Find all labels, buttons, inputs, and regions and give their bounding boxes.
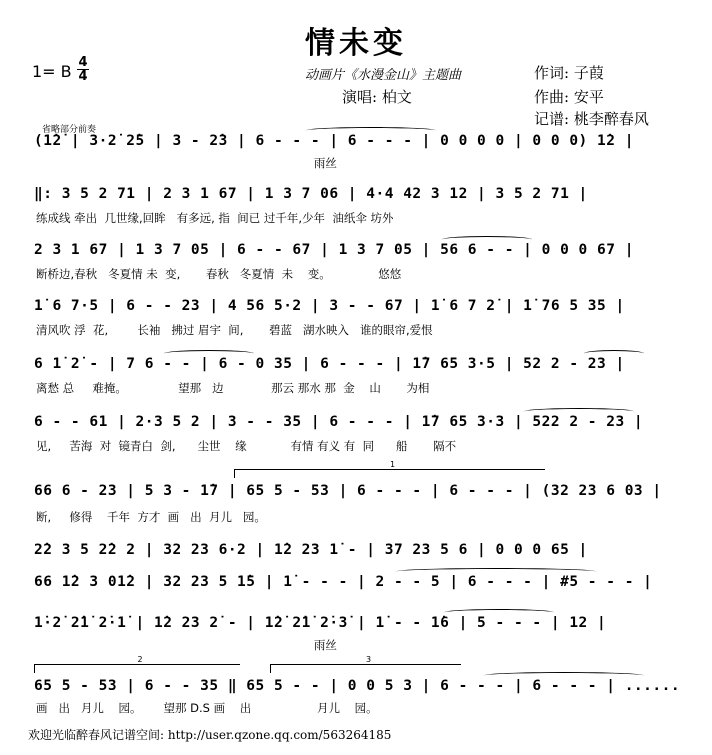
composer-credit: 作曲: 安平 xyxy=(534,88,604,106)
meter-top: 4 xyxy=(78,55,88,70)
melody-line: 2̇2 3 5 2̇2 2 | 32 23 6·2 | 1̇2 23 1̇ - | 37 23 5 6 | 0 0 0 65 | xyxy=(34,542,588,558)
melody-line: 6 - - 61 | 2·3 5 2 | 3 - - 35 | 6 - - - | 1̇7 65 3·3 | 522 2 - 23 | xyxy=(34,414,644,430)
lyric-line: 雨丝 xyxy=(36,156,337,170)
tie-arc xyxy=(396,568,596,575)
lyric-line: 清风吹 浮 花, 长袖 拂过 眉宇 间, 碧蓝 湖水映入 谁的眼帘,爱恨 xyxy=(36,323,433,337)
lyric-line: 离愁 总 难掩。 望那 边 那云 那水 那 金 山 为相 xyxy=(36,381,430,395)
tie-arc xyxy=(484,672,644,679)
tie-arc xyxy=(306,127,436,134)
melody-line: 1̇·2̇ 2̇1̇ 2̇·1̇ | 1̇2 23 2̇ - | 1̇2̇ 2̇1̇ 2̇·3̇ | 1̇ - - 1̇6 | 5 - - - | 12 | xyxy=(34,615,607,631)
volta-bracket: 3 xyxy=(270,664,461,673)
intro-note: 省略部分前奏 xyxy=(42,125,97,135)
subtitle: 动画片《水漫金山》主题曲 xyxy=(305,68,462,83)
melody-line: 6 1̇ 2̇ - | 7 6 - - | 6 - 0 35 | 6 - - - | 1̇7 65 3·5 | 52 2 - 23 | xyxy=(34,356,625,372)
meter-bottom: 4 xyxy=(78,69,88,84)
time-signature xyxy=(77,56,89,83)
lyric-line: 练成线 牵出 几世缘,回眸 有多远, 指 间已 过千年,少年 油纸伞 坊外 xyxy=(36,211,394,225)
melody-line: 2 3 1 67 | 1 3 7 05 | 6 - - 67 | 1 3 7 05 | 56 6 - - | 0 0 0 67 | xyxy=(34,242,634,258)
singer-credit: 演唱: 柏文 xyxy=(342,88,412,106)
melody-line: 1̇ 6 7·5 | 6 - - 23 | 4 56 5·2 | 3 - - 67 | 1̇ 6 7 2̇ | 1̇ 76 5 35 | xyxy=(34,298,625,314)
transcriber-credit: 记谱: 桃李醉春风 xyxy=(534,110,649,128)
lyric-line: 断桥边,春秋 冬夏情 未 变, 春秋 冬夏情 未 变。 悠悠 xyxy=(36,267,402,281)
lyricist-credit: 作词: 子葭 xyxy=(534,64,604,82)
melody-line: 66 1̇2 3 01̇2 | 32 23 5 1̇5 | 1̇ - - - | 2 - - 5 | 6 - - - | #5 - - - | xyxy=(34,574,653,590)
volta-bracket: 1 xyxy=(234,469,545,478)
tie-arc xyxy=(164,350,254,357)
lyric-line: 见, 苦海 对 镜青白 剑, 尘世 缘 有情 有义 有 同 船 隔不 xyxy=(36,439,457,453)
volta-bracket: 2 xyxy=(34,664,240,673)
lyric-line: 断, 修得 千年 方才 画 出 月儿 园。 xyxy=(36,510,266,524)
melody-line: 66 6 - 23 | 5 3 - 1̇7 | 65 5 - 53 | 6 - - - | 6 - - - | (32 23 6 03 | xyxy=(34,483,662,499)
lyric-line: 画 出 月儿 园。 望那 D.S 画 出 月儿 园。 xyxy=(36,701,378,715)
lyric-line: 雨丝 xyxy=(36,638,337,652)
song-title: 情未变 xyxy=(305,26,407,61)
melody-line: 65 5 - 53 | 6 - - 35 ‖ 65 5 - - | 0 0 5 3 | 6 - - - | 6 - - - | ...... xyxy=(34,678,681,694)
tie-arc xyxy=(444,609,554,616)
melody-line: ‖: 3 5 2 71 | 2 3 1 67 | 1 3 7 06 | 4·4 42 3 12 | 3 5 2 71 | xyxy=(34,186,588,202)
tie-arc xyxy=(442,236,532,243)
tie-arc xyxy=(584,350,644,357)
tie-arc xyxy=(524,408,634,415)
key-signature: 1= B xyxy=(32,62,72,81)
footer-link-text: 欢迎光临醉春风记谱空间: http://user.qzone.qq.com/563264185 xyxy=(28,728,392,742)
melody-line: (1̇2̇ | 3·2̇ 2̇5 | 3 - 2̇3 | 6 - - - | 6 - - - | 0 0 0 0 | 0 0 0) 1̇2 | xyxy=(34,133,634,149)
